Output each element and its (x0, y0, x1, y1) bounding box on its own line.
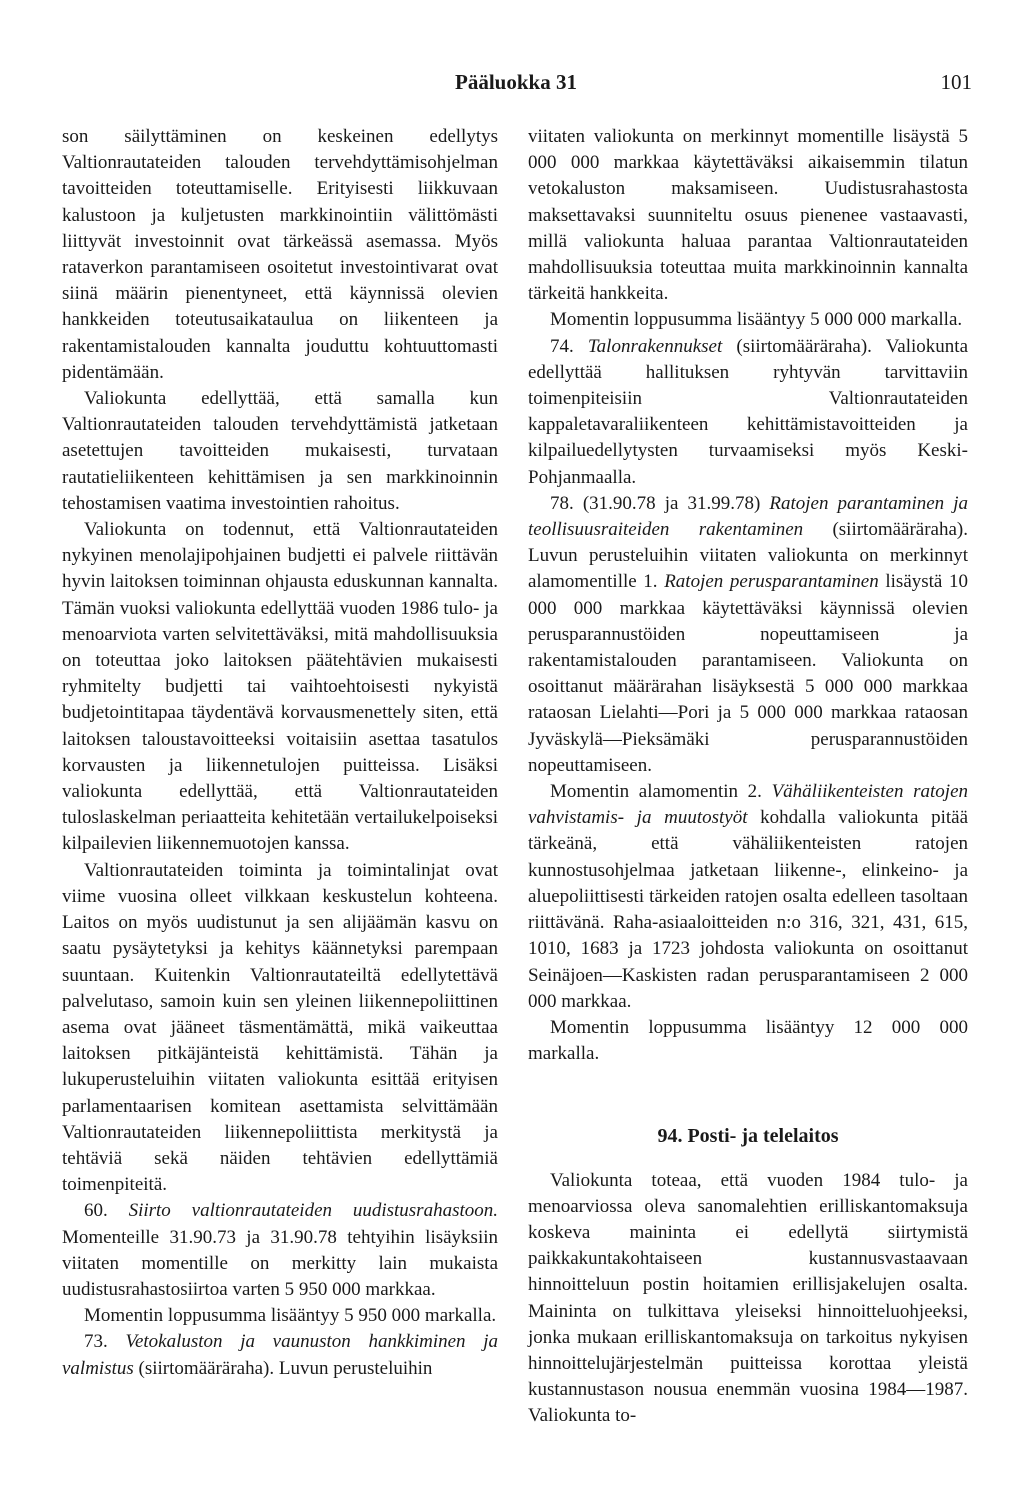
paragraph: Valiokunta on todennut, että Valtionrautateiden nykyinen menolajipohjainen budjetti ei palvele riittävän hyvin laitoksen toiminnan ohjausta eduskunnan kannalta. Tämän vuoksi valiokunta edellyttää vuoden 1986 tulo- ja menoarviota varten selvitettäväksi, mitä mahdollisuuksia on toteuttaa joko laitoksen päätehtävien mukaisesti ryhmitelty budjetti tai vaihtoehtoisesti nykyistä budjetointitapaa täydentävä korvausmenettely siten, että laitoksen taloustavoitteeksi voitaisiin asettaa tasatulos korvausten ja liikennetulojen puitteissa. Lisäksi valiokunta edellyttää, että Valtionrautateiden tuloslaskelman periaatteita kehitetään vertailukelpoiseksi kilpailevien liikennemuotojen kanssa. (62, 519, 498, 855)
page-number: 101 (940, 70, 972, 94)
moment-number: 78. (31.90.78 ja 31.99.78) (550, 492, 761, 514)
moment-title: Siirto valtionrautateiden uudistusrahastoon. (128, 1200, 498, 1222)
right-column (528, 124, 968, 1430)
paragraph: son säilyttäminen on keskeinen edellytys Valtionrautateiden talouden tervehdyttämisohjelman tavoitteiden toteuttamiselle. Erityisesti liikkuvaan kalustoon ja kuljetusten markkinointiin välittömästi liittyvät investoinnit ovat tärkeässä asemassa. Myös rataverkon parantamiseen osoitetut investointivarat ovat siinä määrin pienentyneet, että käynnissä olevien hankkeiden toteutusaikataulua on liikenteen ja rakentamistalouden kannalta jouduttu kohtuuttomasti pidentämään. (62, 126, 498, 383)
paragraph: Momentin loppusumma lisääntyy 5 000 000 markalla. (550, 309, 963, 331)
submoment-title: Vähäliikenteisten ratojen vahvistamis- ja muutostyöt (528, 781, 969, 829)
paragraph: Valiokunta toteaa, että vuoden 1984 tulo- ja menoarviossa oleva sanomalehtien erilliskantomaksuja koskeva maininta ei edellytä siirtymistä paikkakuntakohtaiseen kustannusvastaavaan hinnoitteluun postin hoitamien erillisjakelujen osalta. Maininta on tulkittava yleiseksi hinnoitteluohjeeksi, jonka mukaan erilliskantomaksuja on tarkoitus nykyisen hinnoittelujärjestelmän puitteissa korottaa yleistä kustannustason nousua enemmän vuosina 1984—1987. Valiokunta to- (528, 1169, 968, 1427)
paragraph: Valiokunta edellyttää, että samalla kun Valtionrautateiden talouden tervehdyttämistä jatketaan asetettujen tavoitteiden mukaisesti, turvataan rautatieliikenteen kehittämisen ja sen markkinoinnin tehostamisen vaatima investointien rahoitus. (62, 388, 498, 514)
moment-text: (siirtomääräraha). Luvun perusteluihin (138, 1357, 433, 1379)
left-column (62, 124, 498, 1382)
paragraph-moment-74 (528, 334, 968, 491)
submoment-title: Ratojen perusparantaminen (664, 571, 879, 593)
paragraph-moment-78 (528, 491, 968, 779)
paragraph-submoment-2 (528, 779, 968, 1015)
paragraph: Valtionrautateiden toiminta ja toimintalinjat ovat viime vuosina olleet vilkkaan keskustelun kohteena. Laitos on myös uudistunut ja sen alijäämän kasvu on saatu pysäytetyksi ja kehitys käännetyksi parempaan suuntaan. Kuitenkin Valtionrautateiltä edellytettävä palvelutaso, samoin kuin sen yleinen liikennepoliittinen asema ovat jääneet täsmentämättä, mikä vaikeuttaa laitoksen pitkäjänteistä kehittämistä. Tähän ja lukuperusteluihin viitaten valiokunta esittää erityisen parlamentaarisen komitean asettamista selvittämään Valtionrautateiden liikennepoliittista merkitystä ja tehtäviä sekä näiden tehtävien edellyttämiä toimenpiteitä. (62, 859, 498, 1196)
moment-title: Talonrakennukset (587, 335, 723, 357)
paragraph-moment-73 (62, 1329, 498, 1381)
moment-number: 73. (84, 1331, 108, 1353)
moment-text: Momenteille 31.90.73 ja 31.90.78 tehtyihin lisäyksiin viitaten momentille on merkitty lain mukaista uudistusrahastosiirtoa varten 5 950 000 markkaa. (62, 1226, 498, 1300)
moment-number: 74. (550, 335, 574, 357)
paragraph-moment-60 (62, 1198, 498, 1303)
moment-text: (siirtomääräraha). Luvun perusteluihin viitaten valiokunta on merkinnyt alamomentille 1. (528, 519, 968, 593)
moment-title: Ratojen parantaminen ja teollisuusraiteiden rakentaminen (528, 492, 969, 541)
moment-text: (siirtomääräraha). Valiokunta edellyttää hallituksen ryhtyvän tarvittaviin toimenpiteisiin Valtionrautateiden kappaletavaraliikenteen kehittämistavoitteiden ja kilpailuedellytysten turvaamiseksi myös Keski-Pohjanmaalla. (528, 335, 969, 488)
paragraph: Momentin loppusumma lisääntyy 12 000 000 markalla. (528, 1016, 968, 1065)
moment-number: 60. (84, 1200, 108, 1222)
moment-text: kohdalla valiokunta pitää tärkeänä, että vähäliikenteisten ratojen kunnostusohjelmaa jatketaan liikenne-, elinkeino- ja aluepoliittisesti tärkeiden ratojen osalta edelleen tasoltaan riittävänä. Raha-asiaaloitteiden n:o 316, 321, 431, 615, 1010, 1683 ja 1723 johdosta valiokunta on osoittanut Seinäjoen—Kaskisten radan perusparantamiseen 2 000 000 markkaa. (528, 807, 969, 1012)
section-heading: 94. Posti- ja telelaitos (657, 1125, 839, 1148)
moment-title: Vetokaluston ja vaunuston hankkiminen ja valmistus (62, 1331, 499, 1379)
paragraph: viitaten valiokunta on merkinnyt momentille lisäystä 5 000 000 markkaa käytettäväksi aikaisemmin tilatun vetokaluston maksamiseen. Uudistusrahastosta maksettavaksi suunniteltu osuus pienenee vastaavasti, millä valiokunta haluaa parantaa Valtionrautateiden mahdollisuuksia toteuttaa muita markkinoinnin kannalta tärkeitä hankkeita. (528, 126, 968, 305)
moment-text: Momentin alamomentin 2. (550, 781, 762, 803)
paragraph: Momentin loppusumma lisääntyy 5 950 000 markalla. (84, 1305, 497, 1327)
running-header-title: Pääluokka 31 (455, 70, 577, 94)
moment-text: lisäystä 10 000 000 markkaa käytettäväksi käynnissä olevien perusparannustöiden nopeuttamiseen ja rakentamistalouden parantamiseen. Valiokunta on osoittanut määrärahan lisäyksestä 5 000 000 markkaa rataosan Lielahti—Pori ja 5 000 000 markkaa rataosan Jyväskylä—Pieksämäki perusparannustöiden nopeuttamiseen. (528, 571, 968, 776)
